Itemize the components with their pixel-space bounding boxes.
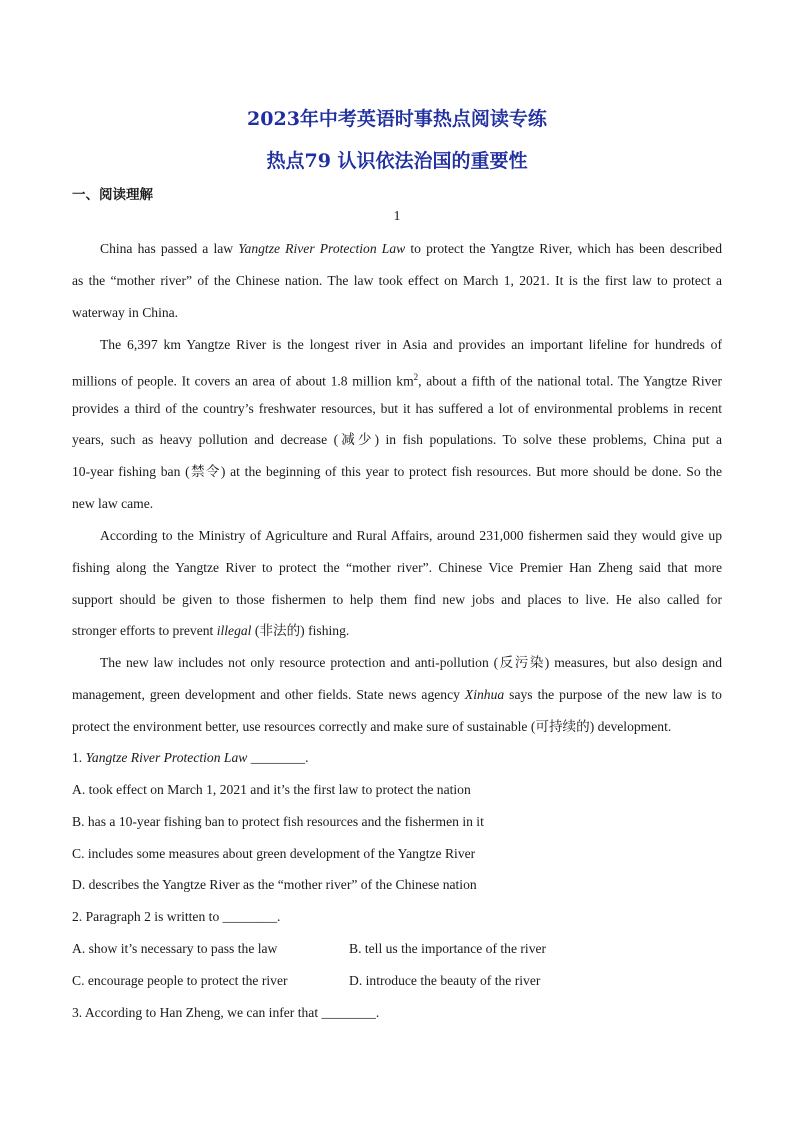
passage-line: China has passed a law Yangtze River Protection Law to protect the Yangtze River, which has been described: [100, 241, 722, 256]
document-title: 2023年中考英语时事热点阅读专练: [247, 108, 547, 130]
question-1: 1. Yangtze River Protection Law ________.: [72, 750, 309, 765]
passage-number: 1: [393, 209, 401, 224]
q2-option-c: C. encourage people to protect the river: [72, 973, 288, 988]
passage-line: millions of people. It covers an area of about 1.8 million $km^2$, about a fifth of the national total. The Yangtze River: [72, 372, 723, 389]
passage-line: management, green development and other fields. State news agency Xinhua says the purpose of the new law is to: [72, 687, 722, 702]
question-3: 3. According to Han Zheng, we can infer that ________.: [72, 1005, 380, 1020]
passage-line: According to the Ministry of Agriculture and Rural Affairs, around 231,000 fishermen said they would give up: [100, 528, 722, 543]
question-2: 2. Paragraph 2 is written to ________.: [72, 909, 281, 924]
passage-line: as the “mother river” of the Chinese nation. The law took effect on March 1, 2021. It is the first law to protect a: [72, 273, 722, 288]
passage-line: fishing along the Yangtze River to protect the “mother river”. Chinese Vice Premier Han Zheng said that more: [72, 560, 722, 575]
q1-option-b: B. has a 10-year fishing ban to protect fish resources and the fishermen in it: [72, 814, 484, 829]
q1-option-c: C. includes some measures about green development of the Yangtze River: [72, 846, 476, 861]
q2-option-d: D. introduce the beauty of the river: [349, 973, 541, 988]
q2-option-b: B. tell us the importance of the river: [349, 941, 547, 956]
passage-line: protect the environment better, use resources correctly and make sure of sustainable (可持续的) development.: [72, 719, 672, 734]
passage-line: The new law includes not only resource protection and anti-pollution (反污染) measures, but also design and: [100, 655, 722, 670]
section-heading: 一、阅读理解: [72, 187, 153, 203]
q2-option-a: A. show it’s necessary to pass the law: [72, 941, 278, 956]
passage-line: 10-year fishing ban (禁令) at the beginning of this year to protect fish resources. But more should be done. So the: [72, 464, 722, 479]
passage-line: provides a third of the country’s freshwater resources, but it has suffered a lot of environmental problems in recent: [72, 401, 722, 416]
passage-line: years, such as heavy pollution and decrease (减少) in fish populations. To solve these problems, China put a: [72, 432, 722, 447]
passage-line: stronger efforts to prevent illegal (非法的) fishing.: [72, 623, 350, 638]
document-subtitle: 热点79 认识依法治国的重要性: [266, 150, 528, 172]
passage-line: The 6,397 km Yangtze River is the longest river in Asia and provides an important lifeline for hundreds of: [100, 337, 722, 352]
q1-option-a: A. took effect on March 1, 2021 and it’s the first law to protect the nation: [72, 782, 471, 797]
passage-line: waterway in China.: [72, 305, 179, 320]
passage-line: support should be given to those fishermen to help them find new jobs and places to live. He also called for: [72, 592, 722, 607]
passage-line: new law came.: [72, 496, 154, 511]
q1-option-d: D. describes the Yangtze River as the “mother river” of the Chinese nation: [72, 877, 477, 892]
